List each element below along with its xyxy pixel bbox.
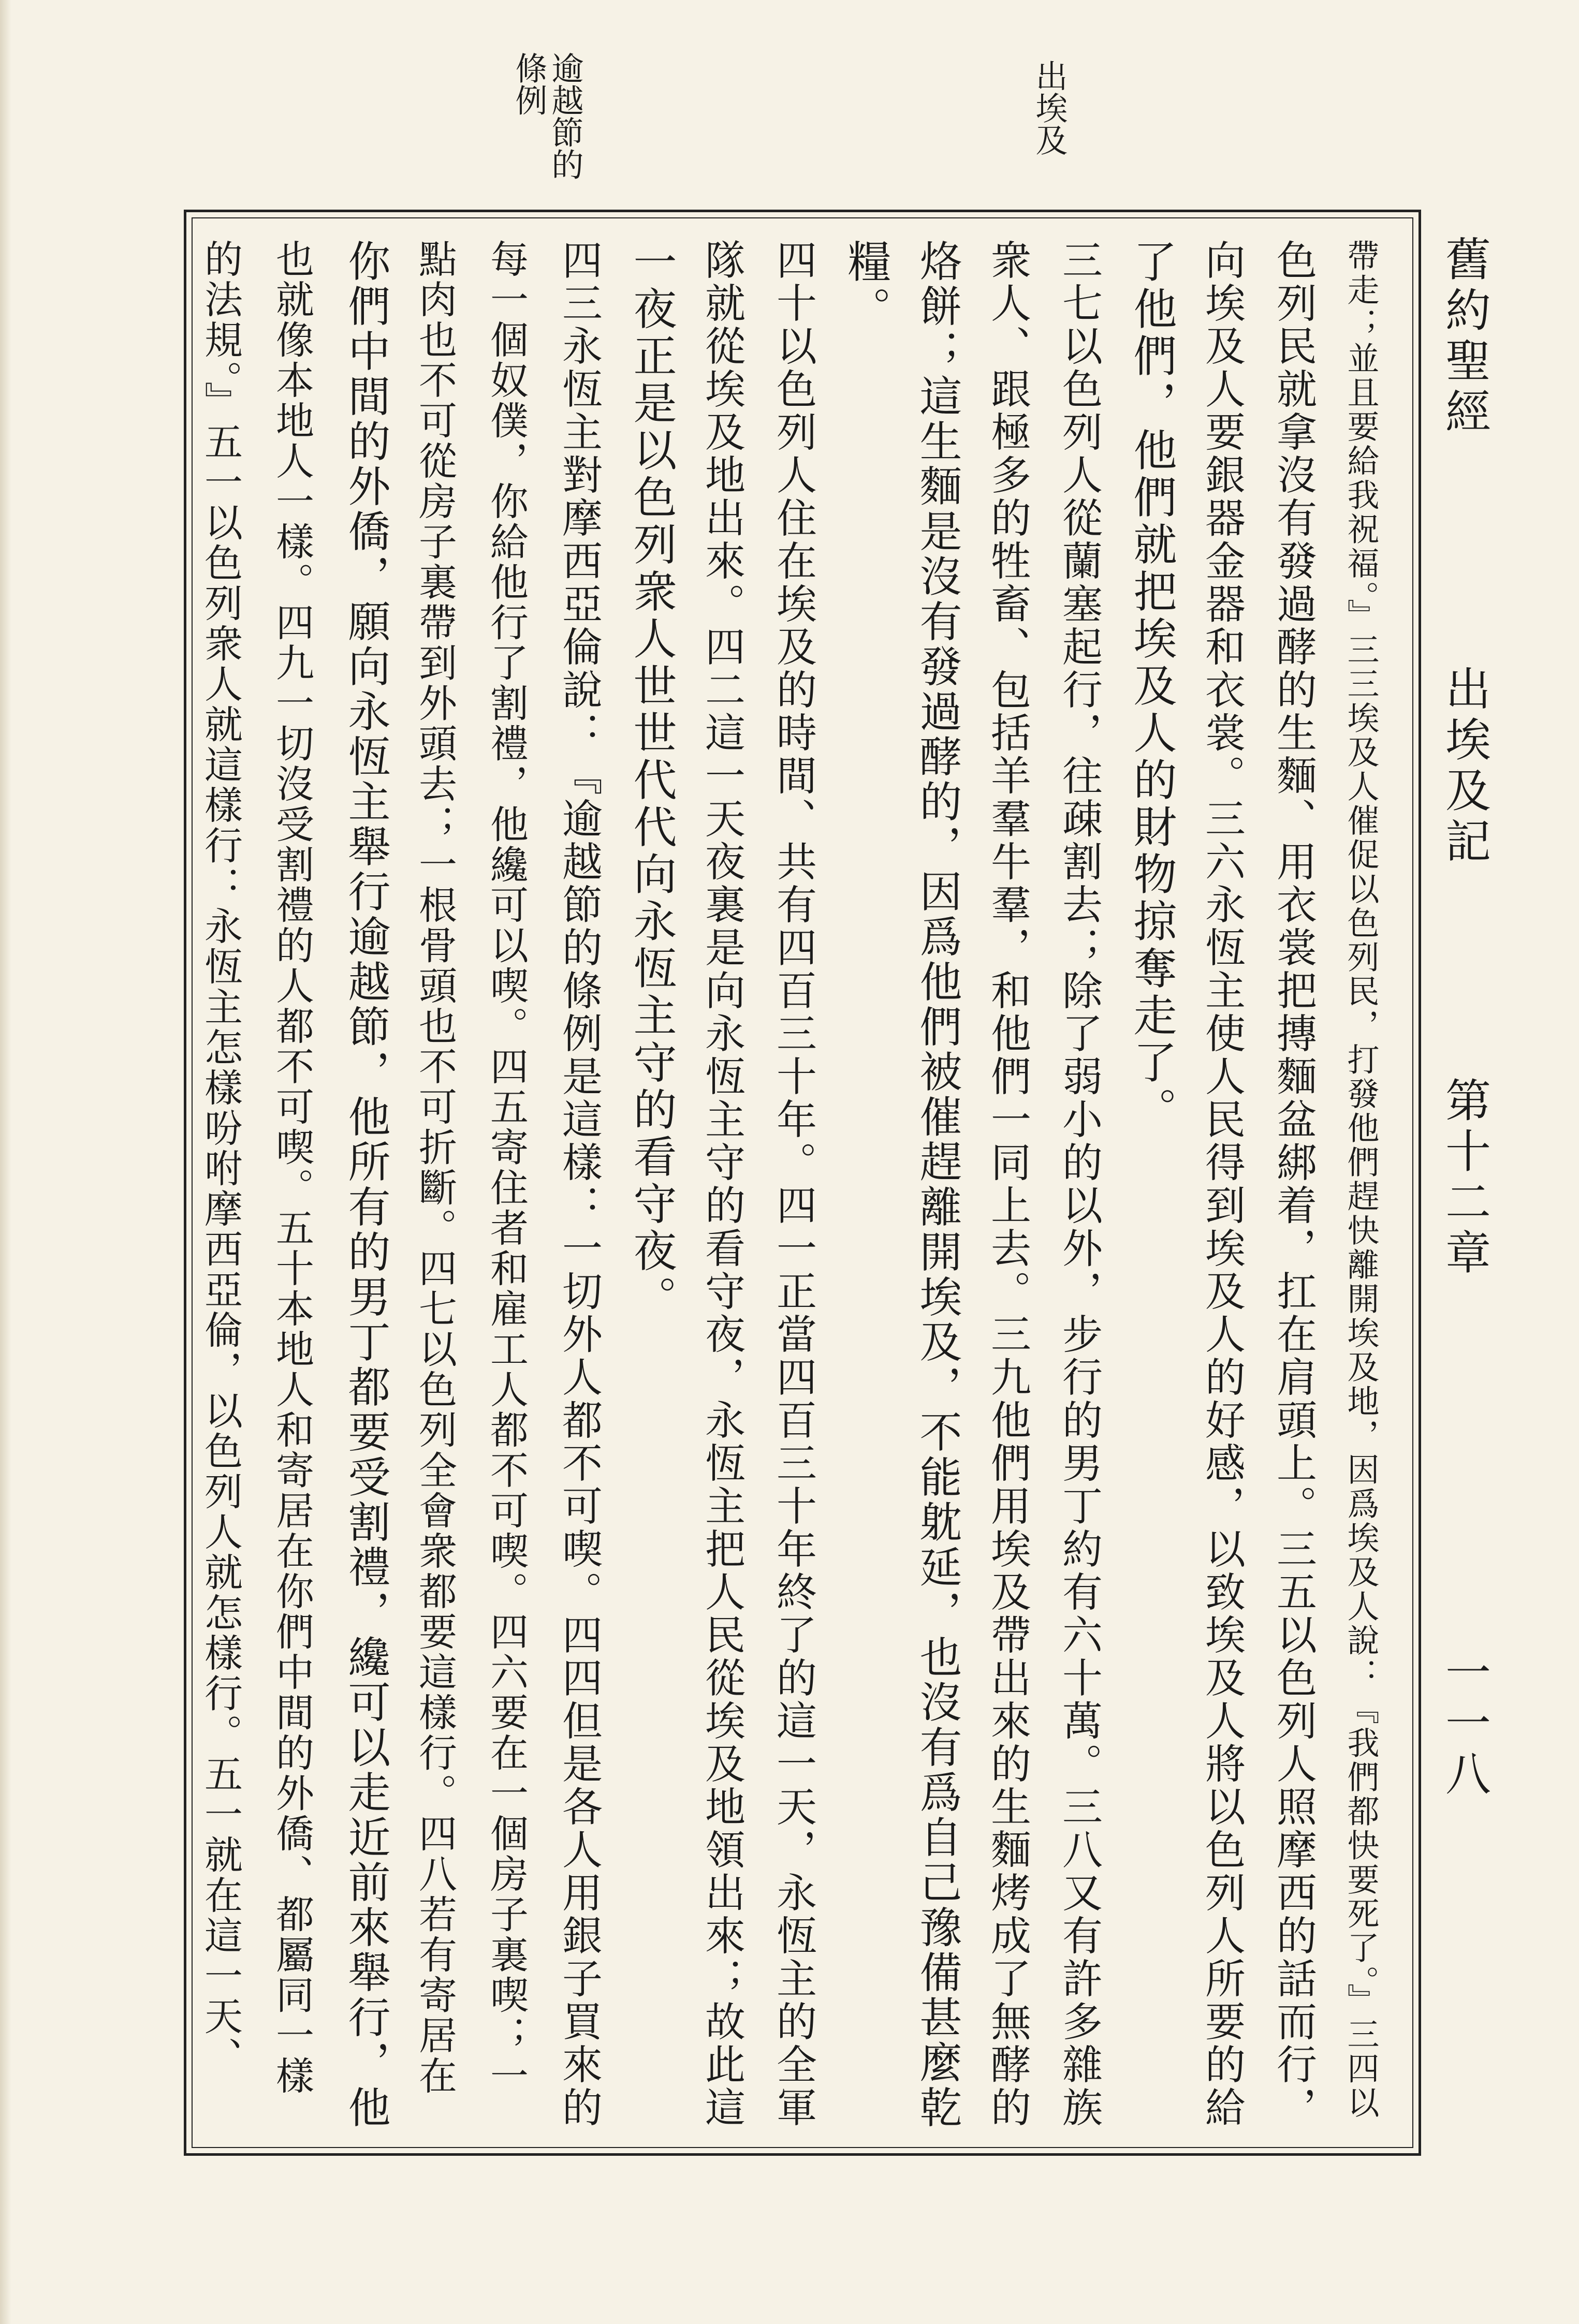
side-note-passover: 逾越節的 — [546, 52, 584, 180]
side-note-exodus: 出埃及 — [1030, 60, 1068, 156]
text-column-6: 衆人、跟極多的牲畜、包括羊羣牛羣，和他們一同上去。三九他們用埃及帶出來的生麵烤成了無酵的 — [984, 239, 1031, 2129]
text-column-9: 四十以色列人住在埃及的時間、共有四百三十年。四一正當四百三十年終了的這一天，永恆主的全軍 — [770, 239, 816, 2129]
text-column-15: 你們中間的外僑，願向永恆主舉行逾越節，他所有的男丁都要受割禮，纔可以走近前來舉行，他 — [341, 239, 390, 2130]
text-column-11: 一夜正是以色列衆人世世代代向永恆主守的看守夜。 — [626, 239, 677, 1322]
text-frame-inner — [192, 217, 1413, 2148]
book-name: 出埃及記 — [1438, 665, 1492, 868]
text-column-4: 了他們，他們就把埃及人的財物掠奪走了。 — [1127, 239, 1177, 1134]
text-column-7: 烙餅；這生麵是沒有發過酵的，因爲他們被催趕離開埃及，不能躭延，也沒有爲自己豫備甚麼乾 — [913, 239, 962, 2130]
text-column-14: 點肉也不可從房子裏帶到外頭去；一根骨頭也不可折斷。四七以色列全會衆都要這樣行。四八若有寄居在 — [413, 239, 457, 2096]
text-column-8: 糧。 — [841, 239, 891, 333]
text-column-16: 也就像本地人一樣。四九一切沒受割禮的人都不可喫。五十本地人和寄居在你們中間的外僑、都屬同一樣 — [270, 239, 314, 2096]
page-number: 一一八 — [1438, 1649, 1492, 1801]
text-column-1: 帶走；並且要給我祝福。』三三埃及人催促以色列民，打發他們趕快離開埃及地，因爲埃及人說：『我們都快要死了。』三四以 — [1342, 239, 1380, 2120]
text-column-10: 隊就從埃及地出來。四二這一天夜裏是向永恆主守的看守夜，永恆主把人民從埃及地領出來；故此這 — [698, 239, 745, 2129]
chapter-heading: 第十二章 — [1438, 1077, 1492, 1279]
book-title: 舊約聖經 — [1438, 236, 1492, 438]
text-column-5: 三七以色列人從蘭塞起行，往疎割去；除了弱小的以外，步行的男丁約有六十萬。三八又有許多雜族 — [1056, 239, 1102, 2129]
text-column-17: 的法規。』五一以色列衆人就這樣行：永恆主怎樣吩咐摩西亞倫，以色列人就怎樣行。五一就在這一天、 — [198, 239, 243, 2077]
text-column-13: 每一個奴僕，你給他行了割禮，他纔可以喫。四五寄住者和雇工人都不可喫。四六要在一個房子裏喫；一 — [484, 239, 529, 2096]
text-column-3: 向埃及人要銀器金器和衣裳。三六永恆主使人民得到埃及人的好感，以致埃及人將以色列人所要的給 — [1198, 239, 1245, 2129]
text-column-12: 四三永恆主對摩西亞倫說：『逾越節的條例是這樣：一切外人都不可喫。四四但是各人用銀子買來的 — [555, 239, 602, 2129]
text-column-2: 色列民就拿沒有發過酵的生麵、用衣裳把摶麵盆綁着，扛在肩頭上。三五以色列人照摩西的話而行， — [1270, 239, 1317, 2129]
page-edge — [0, 0, 11, 2324]
side-note-regulation: 條例 — [510, 52, 548, 116]
text-frame — [184, 210, 1421, 2156]
